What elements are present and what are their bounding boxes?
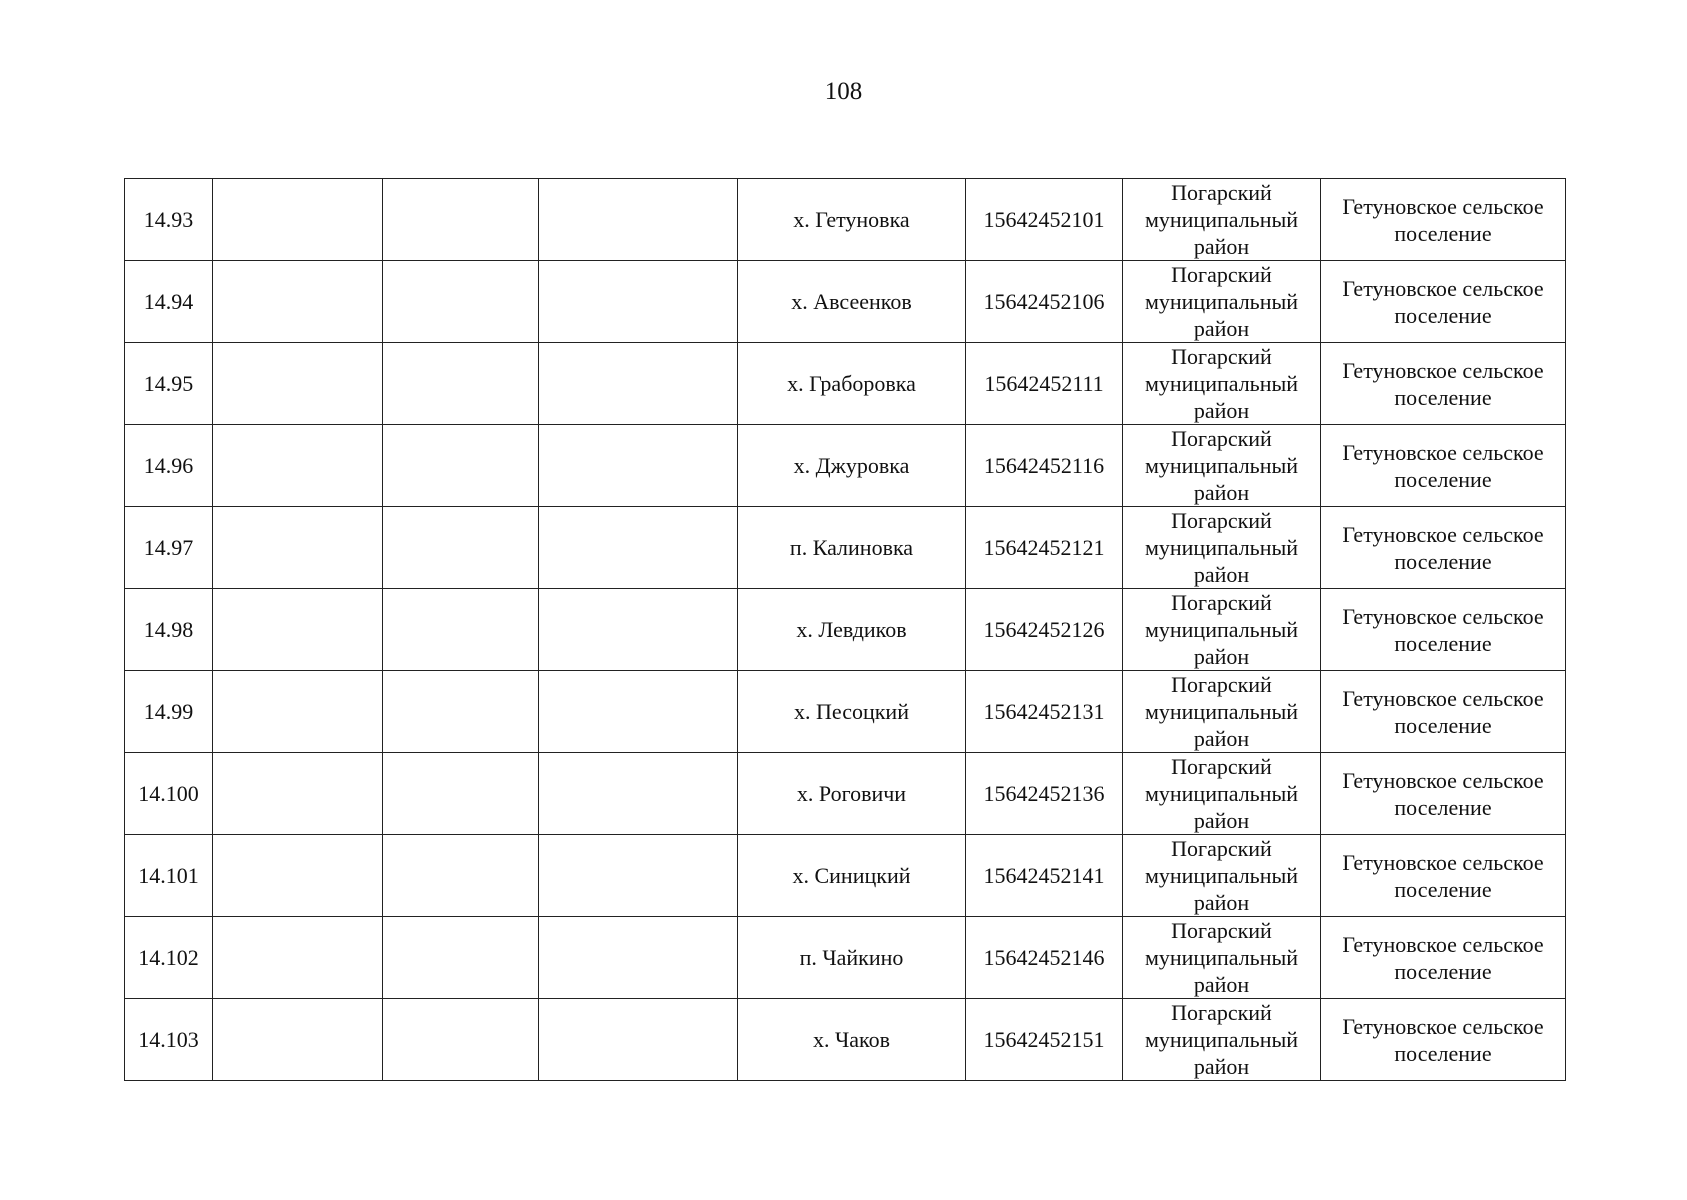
table-row [125,999,1566,1081]
row-number-cell: 14.101 [125,835,213,917]
empty-cell [539,999,738,1081]
district-cell: Погарский муниципальный район [1123,671,1321,753]
empty-cell [539,835,738,917]
district-cell: Погарский муниципальный район [1123,425,1321,507]
table-row [125,343,1566,425]
row-number-cell: 14.95 [125,343,213,425]
empty-cell [539,343,738,425]
row-number-cell: 14.100 [125,753,213,835]
empty-cell [383,179,539,261]
oktmo-code-cell: 15642452151 [966,999,1123,1081]
row-number-cell: 14.97 [125,507,213,589]
empty-cell [213,179,383,261]
settlement-name-cell: п. Чайкино [738,917,966,999]
table-row [125,179,1566,261]
municipality-cell: Гетуновское сельское поселение [1321,343,1566,425]
table-row [125,917,1566,999]
oktmo-code-cell: 15642452126 [966,589,1123,671]
row-number-cell: 14.93 [125,179,213,261]
district-cell: Погарский муниципальный район [1123,917,1321,999]
oktmo-code-cell: 15642452101 [966,179,1123,261]
empty-cell [383,343,539,425]
settlement-name-cell: х. Левдиков [738,589,966,671]
district-cell: Погарский муниципальный район [1123,835,1321,917]
row-number-cell: 14.98 [125,589,213,671]
municipality-cell: Гетуновское сельское поселение [1321,261,1566,343]
empty-cell [213,589,383,671]
district-cell: Погарский муниципальный район [1123,753,1321,835]
table-row [125,425,1566,507]
table-row [125,753,1566,835]
settlement-name-cell: п. Калиновка [738,507,966,589]
row-number-cell: 14.94 [125,261,213,343]
settlements-table [124,178,1566,1081]
settlement-name-cell: х. Песоцкий [738,671,966,753]
oktmo-code-cell: 15642452136 [966,753,1123,835]
oktmo-code-cell: 15642452121 [966,507,1123,589]
district-cell: Погарский муниципальный район [1123,261,1321,343]
empty-cell [539,261,738,343]
municipality-cell: Гетуновское сельское поселение [1321,179,1566,261]
settlement-name-cell: х. Авсеенков [738,261,966,343]
settlement-name-cell: х. Чаков [738,999,966,1081]
table-row [125,507,1566,589]
empty-cell [539,589,738,671]
settlement-name-cell: х. Граборовка [738,343,966,425]
table-row [125,589,1566,671]
oktmo-code-cell: 15642452106 [966,261,1123,343]
empty-cell [213,999,383,1081]
row-number-cell: 14.103 [125,999,213,1081]
empty-cell [383,425,539,507]
district-cell: Погарский муниципальный район [1123,179,1321,261]
empty-cell [383,671,539,753]
oktmo-code-cell: 15642452141 [966,835,1123,917]
empty-cell [213,343,383,425]
empty-cell [213,835,383,917]
empty-cell [383,753,539,835]
empty-cell [383,917,539,999]
oktmo-code-cell: 15642452116 [966,425,1123,507]
settlement-name-cell: х. Роговичи [738,753,966,835]
empty-cell [213,261,383,343]
empty-cell [539,917,738,999]
empty-cell [213,507,383,589]
table-row [125,671,1566,753]
page-number: 108 [824,78,863,105]
empty-cell [213,671,383,753]
table-row [125,835,1566,917]
row-number-cell: 14.102 [125,917,213,999]
empty-cell [539,753,738,835]
district-cell: Погарский муниципальный район [1123,999,1321,1081]
empty-cell [213,753,383,835]
district-cell: Погарский муниципальный район [1123,507,1321,589]
empty-cell [213,917,383,999]
oktmo-code-cell: 15642452111 [966,343,1123,425]
empty-cell [539,179,738,261]
municipality-cell: Гетуновское сельское поселение [1321,425,1566,507]
settlement-name-cell: х. Гетуновка [738,179,966,261]
district-cell: Погарский муниципальный район [1123,589,1321,671]
table-row [125,261,1566,343]
oktmo-code-cell: 15642452131 [966,671,1123,753]
empty-cell [213,425,383,507]
empty-cell [539,507,738,589]
empty-cell [383,835,539,917]
district-cell: Погарский муниципальный район [1123,343,1321,425]
row-number-cell: 14.96 [125,425,213,507]
empty-cell [539,425,738,507]
municipality-cell: Гетуновское сельское поселение [1321,917,1566,999]
municipality-cell: Гетуновское сельское поселение [1321,671,1566,753]
municipality-cell: Гетуновское сельское поселение [1321,507,1566,589]
oktmo-code-cell: 15642452146 [966,917,1123,999]
row-number-cell: 14.99 [125,671,213,753]
municipality-cell: Гетуновское сельское поселение [1321,753,1566,835]
empty-cell [383,507,539,589]
empty-cell [383,589,539,671]
municipality-cell: Гетуновское сельское поселение [1321,999,1566,1081]
settlement-name-cell: х. Джуровка [738,425,966,507]
empty-cell [539,671,738,753]
settlement-name-cell: х. Синицкий [738,835,966,917]
municipality-cell: Гетуновское сельское поселение [1321,589,1566,671]
municipality-cell: Гетуновское сельское поселение [1321,835,1566,917]
empty-cell [383,999,539,1081]
empty-cell [383,261,539,343]
